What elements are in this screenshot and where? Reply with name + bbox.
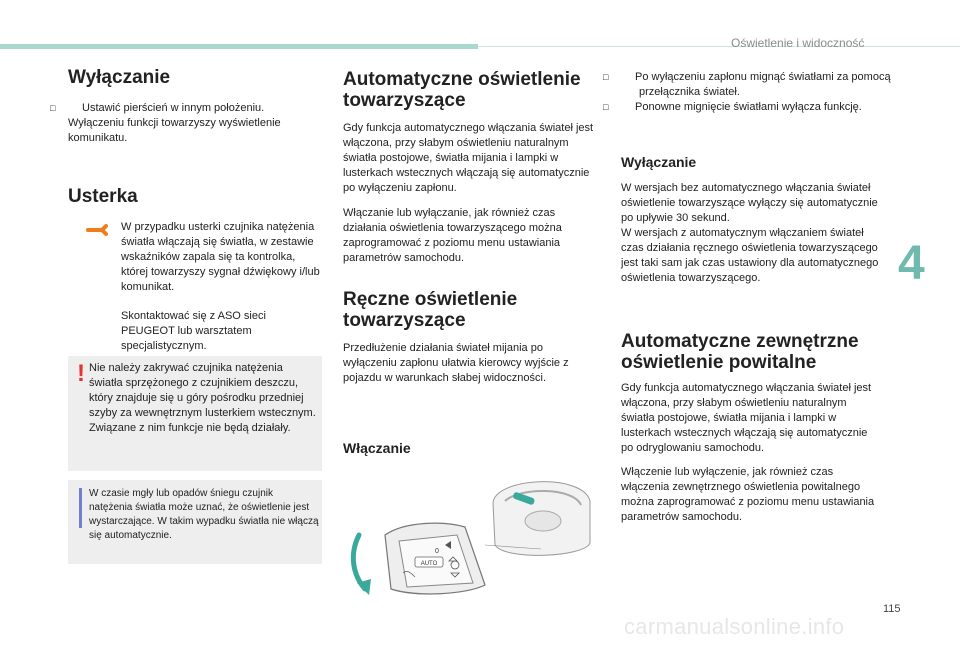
warning-exclamation-icon: ! — [77, 360, 85, 387]
page-number: 115 — [883, 603, 901, 615]
heading-auto-towarzyszace: Automatyczne oświetlenie towarzyszące — [343, 69, 581, 111]
heading-usterka: Usterka — [68, 186, 138, 207]
wylaczanie2-text-1: W wersjach bez automatycznego włączania świateł oświetlenie towarzyszące wyłączy się automatycznie po upływie 30 sekund. — [621, 182, 878, 224]
heading-reczne: Ręczne oświetlenie towarzyszące — [343, 289, 518, 331]
zero-label: 0 — [435, 548, 439, 555]
heading-wlaczanie: Włączanie — [343, 440, 411, 456]
auto-text-2: Włączanie lub wyłączanie, jak również czas działania oświetlenia towarzyszącego można zaprogramować z poziomu menu ustawiania parametrów samochodu. — [343, 207, 562, 264]
info-mark-icon — [79, 488, 82, 528]
powitalne-text-2: Włączenie lub wyłączenie, jak również czas włączenia zewnętrznego oświetlenia powitalnego można zaprogramować z poziomu menu ustawiania parametrów samochodu. — [621, 466, 875, 523]
heading-powitalne: Automatyczne zewnętrzne oświetlenie powitalne — [621, 331, 859, 373]
warning-text: Nie należy zakrywać czujnika natężenia światła sprzężonego z czujnikiem deszczu, który znajduje się u góry pośrodku przedniej szyby za wewnętrznym lusterkiem wstecznym. Związane z nim funkcje nie będą działały. — [89, 362, 316, 434]
watermark: carmanualsonline.info — [624, 614, 845, 639]
bullet-flash: □ Po wyłączeniu zapłonu mignąć światłami za pomocą przełącznika świateł. — [603, 71, 891, 98]
checkbox-bullet-icon: □ — [50, 103, 56, 113]
manual-text: Przedłużenie działania świateł mijania po wyłączeniu zapłonu ułatwia kierowcy wyjście z pojazdu w warunkach słabej widoczności. — [343, 342, 569, 384]
section-title: Oświetlenie i widoczność — [731, 36, 865, 50]
wylaczanie-text: Wyłączeniu funkcji towarzyszy wyświetlenie komunikatu. — [68, 117, 281, 144]
heading-wylaczanie: Wyłączanie — [68, 67, 171, 88]
header-rule — [478, 46, 960, 47]
checkbox-bullet-icon: □ — [603, 72, 609, 82]
auto-text-1: Gdy funkcja automatycznego włączania świateł jest włączona, przy słabym oświetleniu naturalnym światła postojowe, światła mijania i lampki w lusterkach wstecznych włączają się automatycznie po wyłączeniu zapłonu. — [343, 122, 594, 194]
auto-label: AUTO — [420, 561, 438, 567]
header-accent-bar — [0, 44, 478, 49]
steering-wheel-inset — [493, 482, 590, 556]
wylaczanie2-text-2: W wersjach z automatycznym włączaniem świateł czas działania ręcznego oświetlenia towarzyszącego jest taki sam jak czas ustawiony dla automatycznego oświetlenia towarzyszącego. — [621, 227, 879, 284]
warning-box — [68, 356, 322, 471]
usterka-text-1: W przypadku usterki czujnika natężenia światła włączają się światła, w zestawie wskaźników zapala się ta kontrolka, której towarzyszy sygnał dźwiękowy i/lub komunikat. — [121, 221, 320, 293]
light-stalk-illustration — [345, 465, 595, 605]
heading-wylaczanie-2: Wyłączanie — [621, 154, 697, 170]
usterka-text-2: Skontaktować się z ASO sieci PEUGEOT lub warsztatem specjalistycznym. — [121, 310, 266, 352]
checkbox-bullet-icon: □ — [603, 102, 609, 112]
bullet-repeat: □ Ponowne mignięcie światłami wyłącza funkcję. — [603, 101, 862, 113]
powitalne-text-1: Gdy funkcja automatycznego włączania świateł jest włączona, przy słabym oświetleniu naturalnym światła postojowe, światła mijania i lampki w lusterkach wstecznych włączają się automatycznie po odryglowaniu samochodu. — [621, 382, 872, 454]
wrench-icon — [86, 224, 108, 236]
bullet-ring: □ Ustawić pierścień w innym położeniu. — [50, 102, 265, 114]
info-box — [68, 480, 322, 564]
chapter-number: 4 — [898, 237, 925, 290]
info-text: W czasie mgły lub opadów śniegu czujnik natężenia światła może uznać, że oświetlenie jest wystarczające. W takim wypadku światła nie włączą się automatycznie. — [89, 488, 319, 541]
